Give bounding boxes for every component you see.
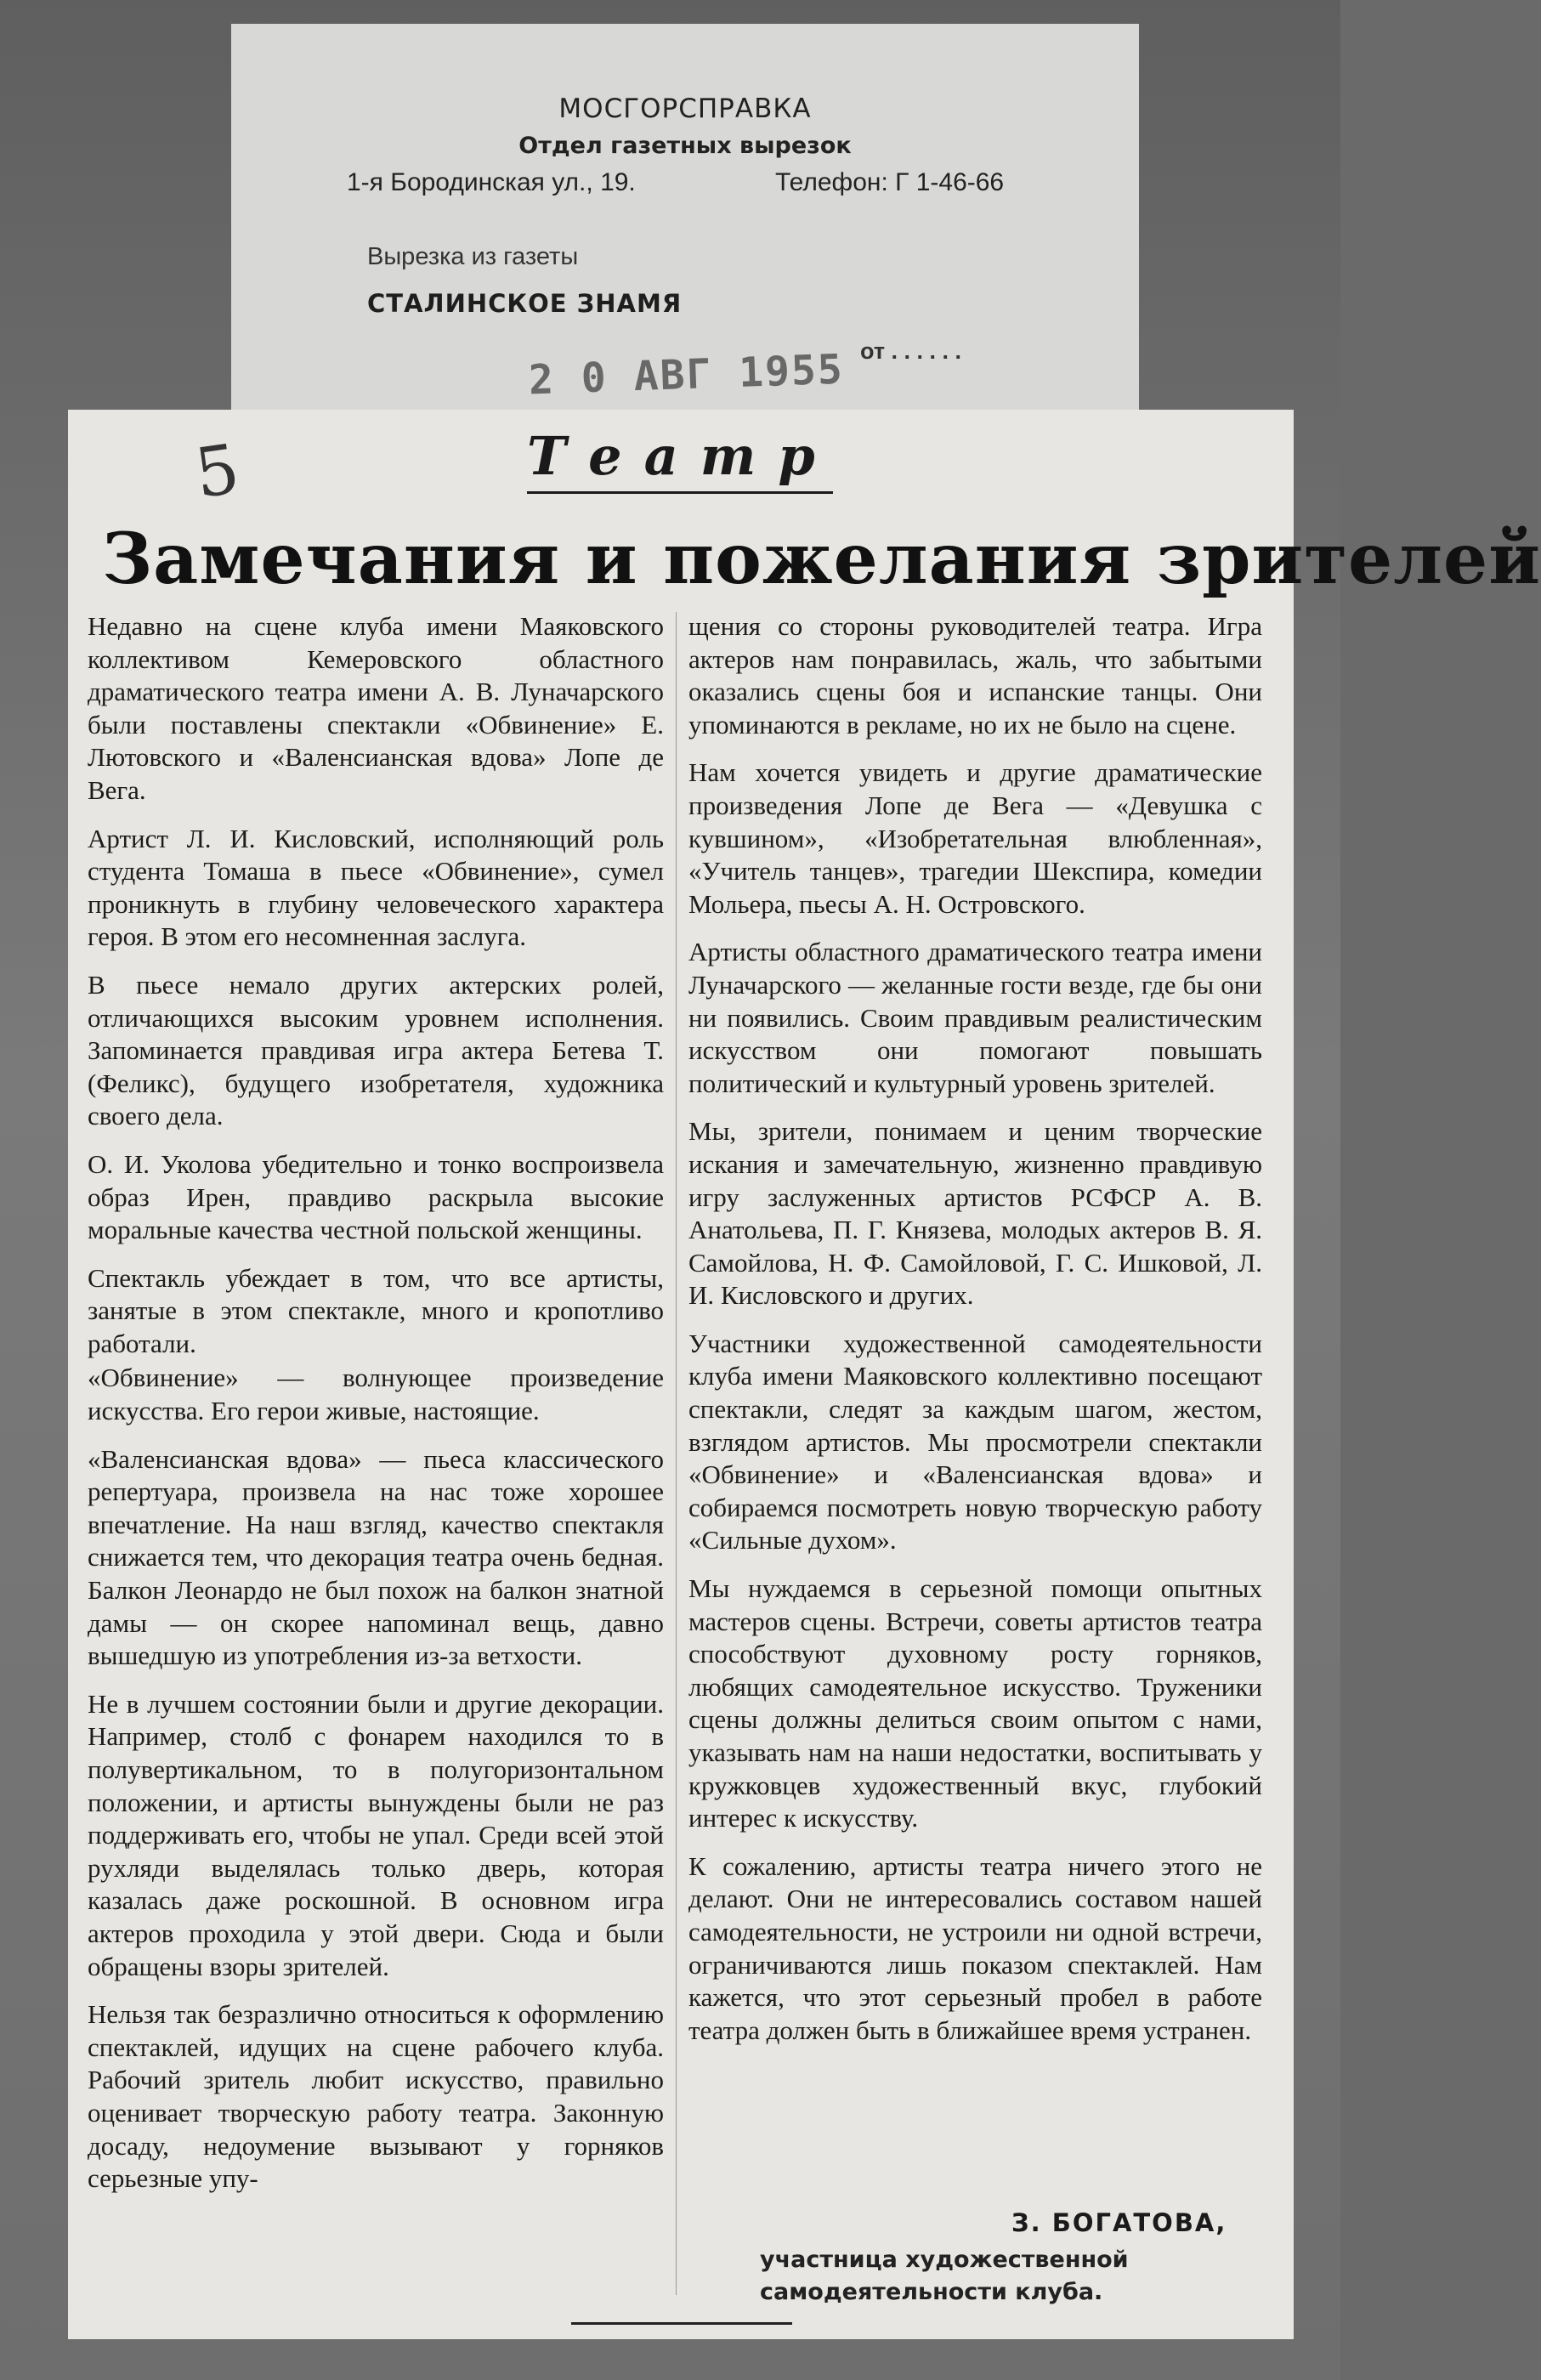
agency-name: МОСГОРСПРАВКА: [558, 94, 812, 124]
paragraph: Артист Л. И. Кисловский, исполняющий роль студента Томаша в пьесе «Обвинение», сумел проникнуть в глубину человеческого характера героя. В этом его несомненная заслуга.: [88, 823, 664, 952]
handwritten-mark: 5: [190, 428, 245, 514]
paragraph: К сожалению, артисты театра ничего этого не делают. Они не интересовались составом нашей самодеятельности, не устроили ни одной встречи, ограничиваются лишь показом спектаклей. Нам кажется, что этот серьезный пробел в работе театра должен быть в ближайшее время устранен.: [688, 1850, 1262, 2045]
paragraph: Недавно на сцене клуба имени Маяковского коллективом Кемеровского областного драматического театра имени А. В. Луначарского были поставлены спектакли «Обвинение» Е. Лютовского и «Валенсианская вдова» Лопе де Вега.: [88, 611, 664, 805]
paragraph: В пьесе немало других актерских ролей, отличающихся высоким уровнем исполнения. Запоминается правдивая игра актера Бетева Т. (Феликс), будущего изобретателя, художника своего дела.: [88, 969, 664, 1131]
paragraph: Спектакль убеждает в том, что все артисты, занятые в этом спектакле, много и кропотливо работали.: [88, 1262, 664, 1358]
paragraph: «Обвинение» — волнующее произведение искусства. Его герои живые, настоящие.: [88, 1363, 664, 1426]
paragraph: Участники художественной самодеятельности клуба имени Маяковского коллективно посещают спектакли, следят за каждым шагом, жестом, взглядом артистов. Мы просмотрели спектакли «Обвинение» и «Валенсианская вдова» и собираемся посмотреть новую творческую работу «Сильные духом».: [688, 1328, 1262, 1556]
paragraph: щения со стороны руководителей театра. Игра актеров нам понравилась, жаль, что забытыми оказались сцены боя и испанские танцы. Они упоминаются в рекламе, но их не было на сцене.: [688, 611, 1262, 740]
clip-label: Вырезка из газеты: [367, 243, 579, 270]
paragraph: О. И. Уколова убедительно и тонко воспроизвела образ Ирен, правдиво раскрыла высокие моральные качества честной польской женщины.: [88, 1148, 664, 1245]
article-headline: Замечания и пожелания зрителей: [102, 518, 1541, 600]
date-stamp: 2 0 АВГ 1955: [528, 345, 845, 405]
agency-address: 1-я Бородинская ул., 19.: [347, 168, 636, 196]
author-role: участница художественной самодеятельности клуба.: [760, 2247, 1129, 2305]
paragraph: Нам хочется увидеть и другие драматические произведения Лопе де Вега — «Девушка с кувшином», «Изобретательная влюбленная», «Учитель танцев», трагедии Шекспира, комедии Мольера, пьесы А. Н. Островского.: [688, 757, 1262, 919]
paragraph: Не в лучшем состоянии были и другие декорации. Например, столб с фонарем находился то в полувертикальном, то в полугоризонтальном положении, и артисты вынуждены были не раз поддерживать его, чтобы не упал. Среди всей этой рухляди выделялась только дверь, которая казалась даже роскошной. В основном игра актеров проходила у этой двери. Сюда и были обращены взоры зрителей.: [88, 1688, 664, 1981]
from-label: от . . . . . .: [860, 338, 962, 364]
rubric-underline: [527, 491, 833, 494]
paragraph: Мы, зрители, понимаем и ценим творческие искания и замечательную, жизненно правдивую игру заслуженных артистов РСФСР А. В. Анатольева, П. Г. Князева, молодых актеров В. Я. Самойлова, Н. Ф. Самойловой, Г. С. Ишковой, Л. И. Кисловского и других.: [688, 1116, 1262, 1311]
article-column-right: [688, 610, 1262, 2062]
agency-slip: [231, 24, 1139, 423]
end-rule: [571, 2322, 792, 2325]
paragraph: «Валенсианская вдова» — пьеса классического репертуара, произвела на нас тоже хорошее впечатление. На наш взгляд, качество спектакля снижается тем, что декорация театра очень бедная. Балкон Леонардо не был похож на балкон знатной дамы — он скорее напоминал вещь, давно вышедшую из употребления из-за ветхости.: [88, 1443, 664, 1671]
article-column-left: [88, 610, 664, 2211]
author-name: З. БОГАТОВА,: [1011, 2208, 1227, 2237]
paragraph: Нельзя так безразлично относиться к оформлению спектаклей, идущих на сцене рабочего клуба. Рабочий зритель любит искусство, правильно оценивает творческую работу театра. Законную досаду, недоумение вызывают у горняков серьезные упу-: [88, 1999, 664, 2194]
agency-phone: Телефон: Г 1-46-66: [775, 168, 1005, 196]
newspaper-name: СТАЛИНСКОЕ ЗНАМЯ: [367, 289, 683, 318]
column-divider: [676, 612, 677, 2295]
rubric-title: Театр: [527, 425, 837, 487]
paragraph: Мы нуждаемся в серьезной помощи опытных мастеров сцены. Встречи, советы артистов театра способствуют духовному росту горняков, любящих самодеятельное искусство. Труженики сцены должны делиться своим опытом с нами, указывать нам на наши недостатки, воспитывать у кружковцев художественный вкус, глубокий интерес к искусству.: [688, 1573, 1262, 1833]
department-name: Отдел газетных вырезок: [518, 133, 852, 159]
paragraph: Артисты областного драматического театра имени Луначарского — желанные гости везде, где бы они ни появились. Своим правдивым реалистическим искусством они помогают повышать политический и культурный уровень зрителей.: [688, 937, 1262, 1098]
